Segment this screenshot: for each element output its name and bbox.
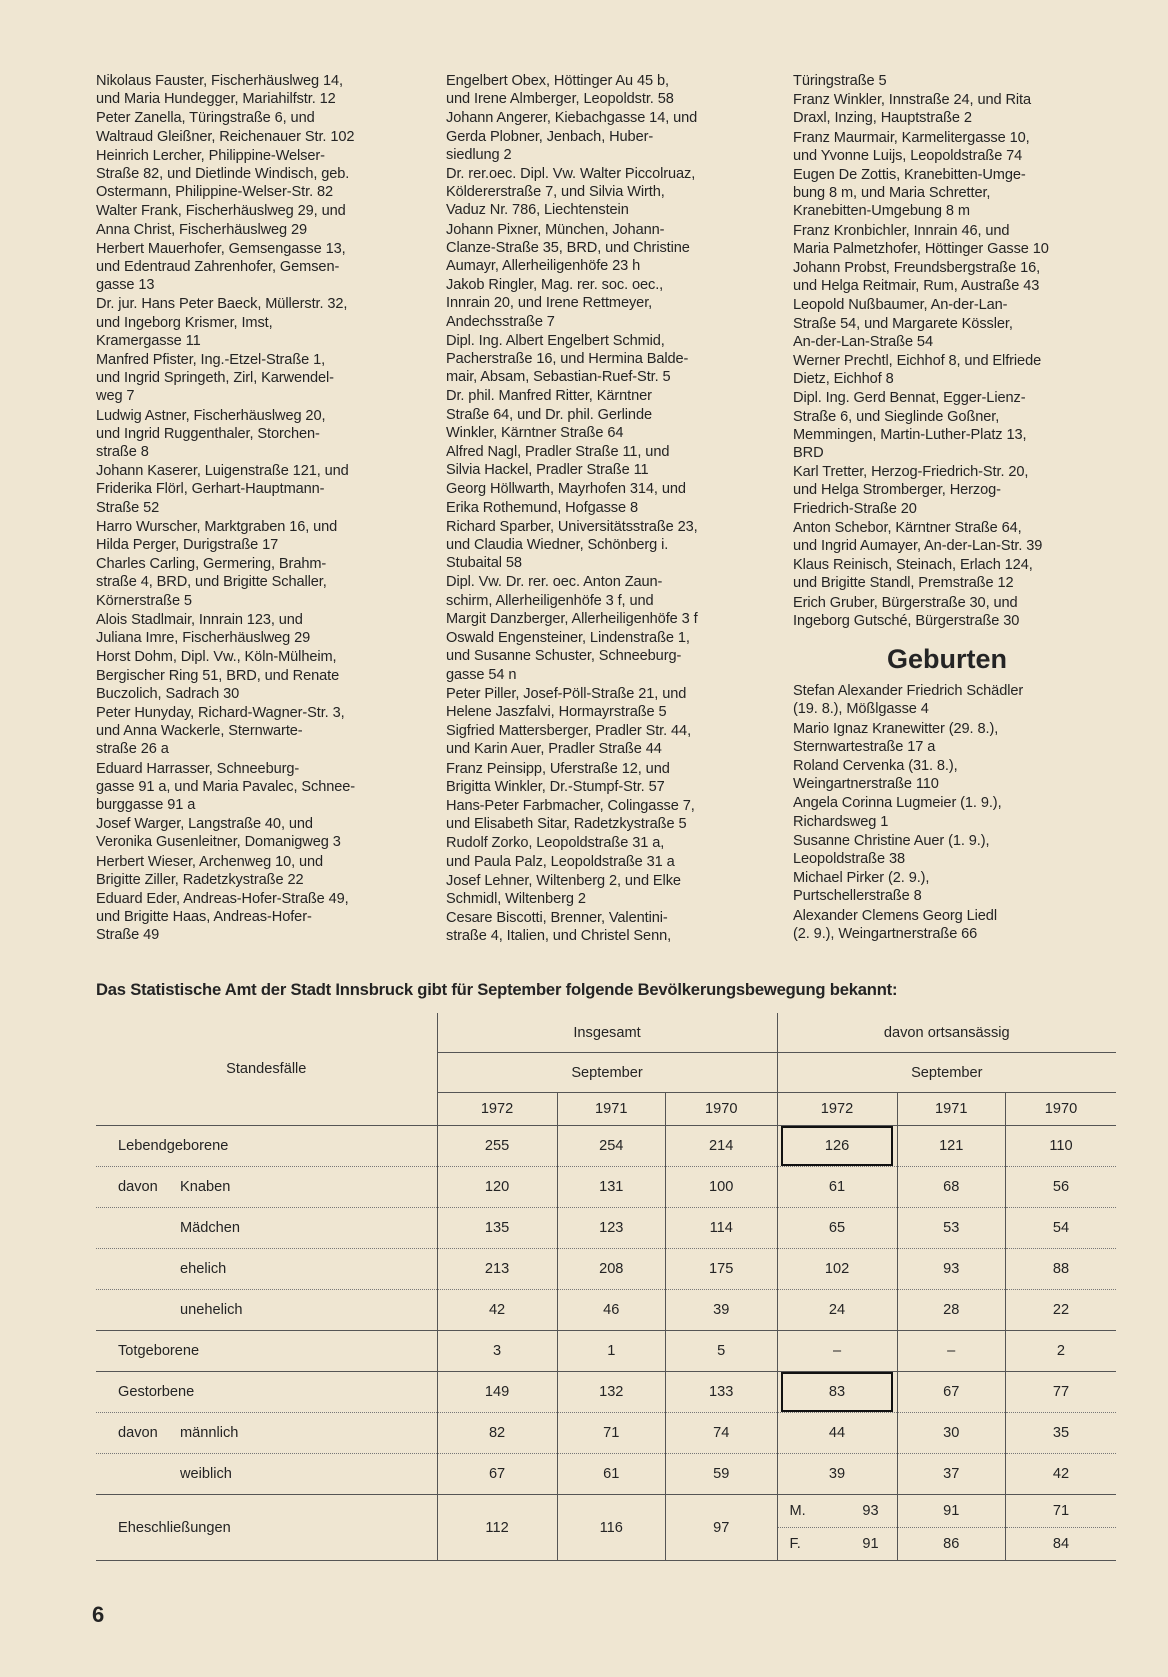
table-cell: 110	[1005, 1126, 1116, 1167]
f-prefix: F.	[789, 1536, 801, 1552]
table-cell: 2	[1005, 1331, 1116, 1372]
table-cell: 42	[1005, 1454, 1116, 1495]
table-row-weiblich	[96, 1454, 1116, 1495]
marriage-entry: Alois Stadlmair, Innrain 123, und Juliana Imre, Fischerhäuslweg 29	[96, 611, 311, 647]
m-prefix: M.	[789, 1503, 806, 1519]
year-1971-b: 1971	[897, 1093, 1005, 1126]
marriage-entry: Charles Carling, Germering, Brahm- straße 4, BRD, und Brigitte Schaller, Körnerstraße 5	[96, 556, 327, 609]
marriage-entry: Leopold Nußbaumer, An-der-Lan- Straße 54, und Margarete Kössler, An-der-Lan-Straße 54	[793, 297, 1013, 350]
marriage-entry: Johann Probst, Freundsbergstraße 16, und Helga Reitmair, Rum, Austraße 43	[793, 260, 1041, 295]
table-cell: 5	[665, 1331, 777, 1372]
marriage-entry: Erich Gruber, Bürgerstraße 30, und Ingeborg Gutsché, Bürgerstraße 30	[793, 594, 1020, 629]
table-cell: 39	[665, 1290, 777, 1331]
marriage-entry: Herbert Mauerhofer, Gemsengasse 13, und Edentraud Zahrenhofer, Gemsen- gasse 13	[96, 240, 346, 294]
marriage-entry: Heinrich Lercher, Philippine-Welser- Straße 82, und Dietlinde Windisch, geb. Ostermann, Philippine-Welser-Str. 82	[96, 147, 350, 201]
marriage-entry: Ludwig Astner, Fischerhäuslweg 20, und Ingrid Ruggenthaler, Storchen- straße 8	[96, 407, 326, 461]
marriage-entry: Walter Frank, Fischerhäuslweg 29, und Anna Christ, Fischerhäuslweg 29	[96, 203, 346, 238]
marriage-entry: Oswald Engensteiner, Lindenstraße 1, und Susanne Schuster, Schneeburg- gasse 54 n	[446, 630, 690, 683]
table-cell: 1	[557, 1331, 665, 1372]
table-cell: 30	[897, 1413, 1005, 1454]
table-cell: 71	[557, 1413, 665, 1454]
row-label-text: Lebendgeborene	[118, 1138, 229, 1154]
table-cell: 175	[665, 1249, 777, 1290]
year-1970-b: 1970	[1005, 1093, 1116, 1126]
table-cell: 39	[777, 1454, 897, 1495]
birth-entry: Alexander Clemens Georg Liedl (2. 9.), Weingartnerstraße 66	[793, 907, 997, 942]
marriage-entry: Richard Sparber, Universitätsstraße 23, und Claudia Wiedner, Schönberg i. Stubaital 58	[446, 518, 698, 572]
marriage-entry: Franz Winkler, Innstraße 24, und Rita Draxl, Inzing, Hauptstraße 2	[793, 92, 1032, 127]
table-cell: 24	[777, 1290, 897, 1331]
row-label	[96, 1249, 437, 1290]
marriage-entry: Johann Angerer, Kiebachgasse 14, und Gerda Plobner, Jenbach, Huber- siedlung 2	[446, 110, 698, 163]
table-cell-m: 71	[1005, 1495, 1116, 1528]
marriage-entry: Peter Zanella, Türingstraße 6, und Waltraud Gleißner, Reichenauer Str. 102	[96, 110, 355, 145]
marriage-entry: Dipl. Ing. Albert Engelbert Schmid, Pacherstraße 16, und Hermina Balde- mair, Absam, Sebastian-Ruef-Str. 5	[446, 332, 689, 386]
row-label-text: männlich	[180, 1425, 239, 1441]
marriage-entry: Peter Piller, Josef-Pöll-Straße 21, und Helene Jaszfalvi, Hormayrstraße 5	[446, 685, 687, 720]
table-cell: 102	[777, 1249, 897, 1290]
row-label-text: ehelich	[180, 1261, 227, 1277]
table-cell: 214	[665, 1126, 777, 1167]
table-row-tot	[96, 1331, 1116, 1372]
table-cell: 255	[437, 1126, 557, 1167]
table-cell: 74	[665, 1413, 777, 1454]
table-cell: 120	[437, 1167, 557, 1208]
table-cell: 77	[1005, 1372, 1116, 1413]
f-value: 91	[862, 1536, 879, 1552]
column-2	[446, 72, 768, 947]
marriage-entry: Eduard Harrasser, Schneeburg- gasse 91 a, und Maria Pavalec, Schnee- burggasse 91 a	[96, 760, 356, 813]
davon-label: davon	[118, 1425, 158, 1441]
marriage-entry: Josef Lehner, Wiltenberg 2, und Elke Schmidl, Wiltenberg 2	[446, 872, 681, 907]
table-cell: 93	[897, 1249, 1005, 1290]
table-cell: 68	[897, 1167, 1005, 1208]
births-heading: Geburten	[887, 644, 1008, 675]
header-ortsansaessig: davon ortsansässig	[777, 1013, 1116, 1053]
table-cell: 42	[437, 1290, 557, 1331]
marriage-entry: Dr. phil. Manfred Ritter, Kärntner Straße 64, und Dr. phil. Gerlinde Winkler, Kärntner Straße 64	[446, 388, 652, 441]
marriage-listing	[96, 72, 1112, 965]
table-cell: 35	[1005, 1413, 1116, 1454]
table-cell-m: 91	[897, 1495, 1005, 1528]
marriage-entry: Werner Prechtl, Eichhof 8, und Elfriede Dietz, Eichhof 8	[793, 353, 1042, 388]
marriage-entry: Engelbert Obex, Höttinger Au 45 b, und Irene Almberger, Leopoldstr. 58	[446, 73, 674, 108]
year-1971-a: 1971	[557, 1093, 665, 1126]
table-cell: 254	[557, 1126, 665, 1167]
header-month-2: September	[777, 1053, 1116, 1093]
birth-entry: Angela Corinna Lugmeier (1. 9.), Richardsweg 1	[793, 795, 1002, 830]
table-cell: 67	[437, 1454, 557, 1495]
table-cell: 53	[897, 1208, 1005, 1249]
table-cell: 121	[897, 1126, 1005, 1167]
header-month-1: September	[437, 1053, 777, 1093]
row-label	[96, 1331, 437, 1372]
table-cell: 100	[665, 1167, 777, 1208]
population-table	[96, 1013, 1116, 1561]
row-label	[96, 1413, 437, 1454]
row-label	[96, 1372, 437, 1413]
row-label	[96, 1126, 437, 1167]
marriage-entry: Karl Tretter, Herzog-Friedrich-Str. 20, und Helga Stromberger, Herzog- Friedrich-Straße 20	[793, 464, 1029, 517]
birth-entry: Mario Ignaz Kranewitter (29. 8.), Sternwartestraße 17 a	[793, 720, 999, 755]
year-1972-a: 1972	[437, 1093, 557, 1126]
row-label-text: Mädchen	[180, 1220, 241, 1236]
marriage-entry: Peter Hunyday, Richard-Wagner-Str. 3, und Anna Wackerle, Sternwarte- straße 26 a	[96, 704, 345, 758]
table-cell: 22	[1005, 1290, 1116, 1331]
m-value: 93	[862, 1503, 879, 1519]
row-label	[96, 1208, 437, 1249]
table-cell: 67	[897, 1372, 1005, 1413]
marriage-entry: Alfred Nagl, Pradler Straße 11, und Silvia Hackel, Pradler Straße 11	[446, 444, 670, 479]
marriage-entry: Franz Maurmair, Karmelitergasse 10, und Yvonne Luijs, Leopoldstraße 74	[793, 129, 1030, 164]
page-number: 6	[92, 1602, 105, 1627]
highlighted-value: 83	[781, 1372, 893, 1412]
marriage-entry: Cesare Biscotti, Brenner, Valentini- straße 4, Italien, und Christel Senn,	[446, 910, 672, 945]
row-label-text: Totgeborene	[118, 1343, 200, 1359]
row-label	[96, 1290, 437, 1331]
birth-entry: Roland Cervenka (31. 8.), Weingartnerstraße 110	[793, 757, 958, 793]
table-cell: 61	[777, 1167, 897, 1208]
marriage-entry: Horst Dohm, Dipl. Vw., Köln-Mülheim, Bergischer Ring 51, BRD, und Renate Buczolich, Sadrach 30	[96, 649, 340, 702]
table-row-maedchen	[96, 1208, 1116, 1249]
table-cell: 131	[557, 1167, 665, 1208]
birth-entry: Stefan Alexander Friedrich Schädler (19. 8.), Mößlgasse 4	[793, 683, 1024, 718]
table-cell: 208	[557, 1249, 665, 1290]
table-row-gestorbene	[96, 1372, 1116, 1413]
table-cell: 44	[777, 1413, 897, 1454]
table-row-maennlich	[96, 1413, 1116, 1454]
table-cell: 46	[557, 1290, 665, 1331]
table-cell: 54	[1005, 1208, 1116, 1249]
table-cell: –	[897, 1331, 1005, 1372]
birth-entry: Susanne Christine Auer (1. 9.), Leopoldstraße 38	[793, 832, 990, 867]
marriage-entry: Manfred Pfister, Ing.-Etzel-Straße 1, und Ingrid Springeth, Zirl, Karwendel- weg 7	[96, 352, 334, 405]
marriage-entry: Franz Kronbichler, Innrain 46, und Maria Palmetzhofer, Höttinger Gasse 10	[793, 222, 1049, 257]
year-1970-a: 1970	[665, 1093, 777, 1126]
table-cell	[777, 1372, 897, 1413]
marriage-entry: Eduard Eder, Andreas-Hofer-Straße 49, und Brigitte Haas, Andreas-Hofer- Straße 49	[96, 890, 349, 944]
col-header-standesfaelle: Standesfälle	[96, 1013, 437, 1126]
marriage-entry: Herbert Wieser, Archenweg 10, und Brigitte Ziller, Radetzkystraße 22	[96, 853, 324, 888]
table-cell: 132	[557, 1372, 665, 1413]
marriage-entry: Türingstraße 5	[793, 73, 887, 89]
table-cell: 135	[437, 1208, 557, 1249]
table-row-knaben	[96, 1167, 1116, 1208]
table-cell: 82	[437, 1413, 557, 1454]
column-3-entries	[793, 72, 1115, 630]
marriage-entry: Sigfried Mattersberger, Pradler Str. 44, und Karin Auer, Pradler Straße 44	[446, 723, 692, 758]
row-label-text: weiblich	[180, 1466, 232, 1482]
table-cell: 114	[665, 1208, 777, 1249]
table-body	[96, 1126, 1116, 1561]
marriage-entry: Franz Peinsipp, Uferstraße 12, und Brigitta Winkler, Dr.-Stumpf-Str. 57	[446, 760, 670, 795]
table-cell: 59	[665, 1454, 777, 1495]
marriage-entry: Dr. jur. Hans Peter Baeck, Müllerstr. 32, und Ingeborg Krismer, Imst, Kramergasse 11	[96, 296, 348, 349]
marriage-entry: Nikolaus Fauster, Fischerhäuslweg 14, und Maria Hundegger, Mariahilfstr. 12	[96, 73, 343, 108]
row-label: Eheschließungen	[96, 1495, 437, 1561]
marriage-entry: Dipl. Ing. Gerd Bennat, Egger-Lienz- Straße 6, und Sieglinde Goßner, Memmingen, Martin-Luther-Platz 13, BRD	[793, 390, 1027, 462]
marriage-entry: Rudolf Zorko, Leopoldstraße 31 a, und Paula Palz, Leopoldstraße 31 a	[446, 835, 675, 870]
table-row-ehe	[96, 1495, 1116, 1528]
table-cell-f: 86	[897, 1528, 1005, 1561]
marriage-entry: Jakob Ringler, Mag. rer. soc. oec., Innrain 20, und Irene Rettmeyer, Andechsstraße 7	[446, 277, 664, 330]
marriage-entry: Hans-Peter Farbmacher, Colingasse 7, und Elisabeth Sitar, Radetzkystraße 5	[446, 797, 695, 833]
marriage-entry: Dipl. Vw. Dr. rer. oec. Anton Zaun- schirm, Allerheiligenhöfe 3 f, und Margit Danzberger, Allerheiligenhöfe 3 f	[446, 574, 698, 627]
davon-label: davon	[118, 1179, 158, 1195]
table-row-unehelich	[96, 1290, 1116, 1331]
year-1972-b: 1972	[777, 1093, 897, 1126]
table-cell: 88	[1005, 1249, 1116, 1290]
row-label-text: Knaben	[180, 1179, 231, 1195]
table-cell-f: 84	[1005, 1528, 1116, 1561]
marriage-entry: Josef Warger, Langstraße 40, und Veronika Gusenleitner, Domanigweg 3	[96, 816, 341, 851]
marriage-entry: Klaus Reinisch, Steinach, Erlach 124, und Brigitte Standl, Premstraße 12	[793, 557, 1033, 592]
row-label	[96, 1167, 437, 1208]
marriage-entry: Dr. rer.oec. Dipl. Vw. Walter Piccolruaz, Köldererstraße 7, und Silvia Wirth, Vaduz Nr. 786, Liechtenstein	[446, 166, 696, 219]
header-insgesamt: Insgesamt	[437, 1013, 777, 1053]
table-title: Das Statistische Amt der Stadt Innsbruck gibt für September folgende Bevölkerungsbewegung bekannt:	[96, 980, 898, 999]
table-cell-f	[777, 1528, 897, 1561]
table-row-lebend	[96, 1126, 1116, 1167]
table-cell: 123	[557, 1208, 665, 1249]
table-cell: 149	[437, 1372, 557, 1413]
row-label-text: Gestorbene	[118, 1384, 195, 1400]
row-label	[96, 1454, 437, 1495]
marriage-entry: Georg Höllwarth, Mayrhofen 314, und Erika Rothemund, Hofgasse 8	[446, 481, 686, 516]
table-cell: 28	[897, 1290, 1005, 1331]
table-cell: 133	[665, 1372, 777, 1413]
column-1	[96, 72, 418, 946]
table-cell: 112	[437, 1495, 557, 1561]
birth-entry: Michael Pirker (2. 9.), Purtschellerstraße 8	[793, 870, 930, 905]
births-list	[793, 682, 1115, 943]
table-cell-m	[777, 1495, 897, 1528]
marriage-entry: Eugen De Zottis, Kranebitten-Umge- bung 8 m, und Maria Schretter, Kranebitten-Umgebung 8 m	[793, 167, 1026, 220]
table-cell: 61	[557, 1454, 665, 1495]
table-cell: 3	[437, 1331, 557, 1372]
marriage-entry: Johann Kaserer, Luigenstraße 121, und Friderika Flörl, Gerhart-Hauptmann- Straße 52	[96, 463, 349, 516]
table-cell: 116	[557, 1495, 665, 1561]
row-label-text: unehelich	[180, 1302, 243, 1318]
table-cell: –	[777, 1331, 897, 1372]
table-cell: 97	[665, 1495, 777, 1561]
table-cell	[777, 1126, 897, 1167]
marriage-entry: Johann Pixner, München, Johann- Clanze-Straße 35, BRD, und Christine Aumayr, Allerheiligenhöfe 23 h	[446, 221, 690, 275]
table-cell: 37	[897, 1454, 1005, 1495]
highlighted-value: 126	[781, 1126, 893, 1166]
table-row-ehelich	[96, 1249, 1116, 1290]
column-3	[793, 72, 1115, 944]
marriage-entry: Harro Wurscher, Marktgraben 16, und Hilda Perger, Durigstraße 17	[96, 518, 338, 554]
marriage-entry: Anton Schebor, Kärntner Straße 64, und Ingrid Aumayer, An-der-Lan-Str. 39	[793, 519, 1043, 555]
table-cell: 56	[1005, 1167, 1116, 1208]
table-cell: 65	[777, 1208, 897, 1249]
table-cell: 213	[437, 1249, 557, 1290]
